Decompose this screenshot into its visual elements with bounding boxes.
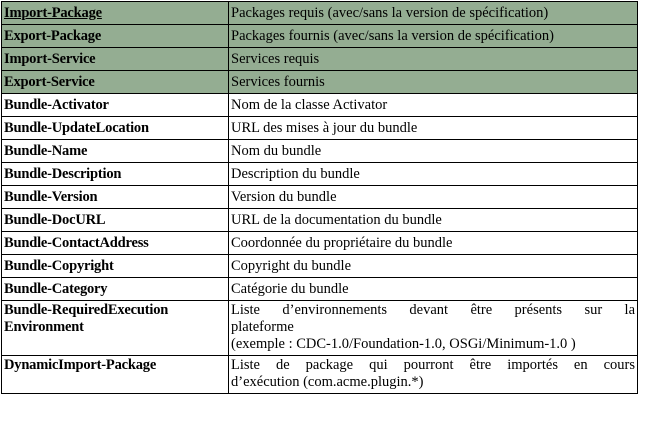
header-description: Nom du bundle <box>229 140 638 163</box>
header-description: URL de la documentation du bundle <box>229 209 638 232</box>
header-name: Bundle-Category <box>2 278 229 301</box>
header-description: Catégorie du bundle <box>229 278 638 301</box>
header-name: Bundle-ContactAddress <box>2 232 229 255</box>
table-row <box>2 117 638 140</box>
header-name: Bundle-Name <box>2 140 229 163</box>
header-name: Bundle-Description <box>2 163 229 186</box>
table-row <box>2 232 638 255</box>
header-description: Packages requis (avec/sans la version de spécification) <box>229 2 638 25</box>
header-name: Export-Service <box>2 71 229 94</box>
header-description: Nom de la classe Activator <box>229 94 638 117</box>
header-description: Copyright du bundle <box>229 255 638 278</box>
header-description <box>229 356 638 394</box>
table-row <box>2 71 638 94</box>
header-name: Bundle-DocURL <box>2 209 229 232</box>
table-row <box>2 163 638 186</box>
header-description: Packages fournis (avec/sans la version de spécification) <box>229 25 638 48</box>
manifest-headers-table <box>1 1 638 394</box>
header-name: Import-Package <box>2 2 229 25</box>
table-row <box>2 94 638 117</box>
header-description: URL des mises à jour du bundle <box>229 117 638 140</box>
table-row <box>2 2 638 25</box>
table-row <box>2 186 638 209</box>
header-name: DynamicImport-Package <box>2 356 229 394</box>
header-description: Services fournis <box>229 71 638 94</box>
header-name-line: Environment <box>4 319 84 335</box>
table-row <box>2 209 638 232</box>
header-name: Bundle-Version <box>2 186 229 209</box>
header-description: Version du bundle <box>229 186 638 209</box>
table-row <box>2 48 638 71</box>
header-name: Bundle-Copyright <box>2 255 229 278</box>
table-row <box>2 140 638 163</box>
table-row <box>2 25 638 48</box>
description-line: plateforme <box>231 319 294 335</box>
description-line: d’exécution (com.acme.plugin.*) <box>231 374 424 390</box>
table-row <box>2 255 638 278</box>
header-description <box>229 301 638 356</box>
header-name: Bundle-UpdateLocation <box>2 117 229 140</box>
header-description: Services requis <box>229 48 638 71</box>
table-row <box>2 301 638 356</box>
header-name <box>2 301 229 356</box>
header-description: Description du bundle <box>229 163 638 186</box>
table-row <box>2 356 638 394</box>
header-description: Coordonnée du propriétaire du bundle <box>229 232 638 255</box>
header-name: Bundle-Activator <box>2 94 229 117</box>
header-name: Export-Package <box>2 25 229 48</box>
table-row <box>2 278 638 301</box>
description-line: Liste d’environnements devant être présents sur la <box>231 302 635 318</box>
description-line: (exemple : CDC-1.0/Foundation-1.0, OSGi/Minimum-1.0 ) <box>231 336 576 352</box>
description-line: Liste de package qui pourront être importés en cours <box>231 357 635 373</box>
header-name: Import-Service <box>2 48 229 71</box>
header-name-line: Bundle-RequiredExecution <box>4 302 169 318</box>
